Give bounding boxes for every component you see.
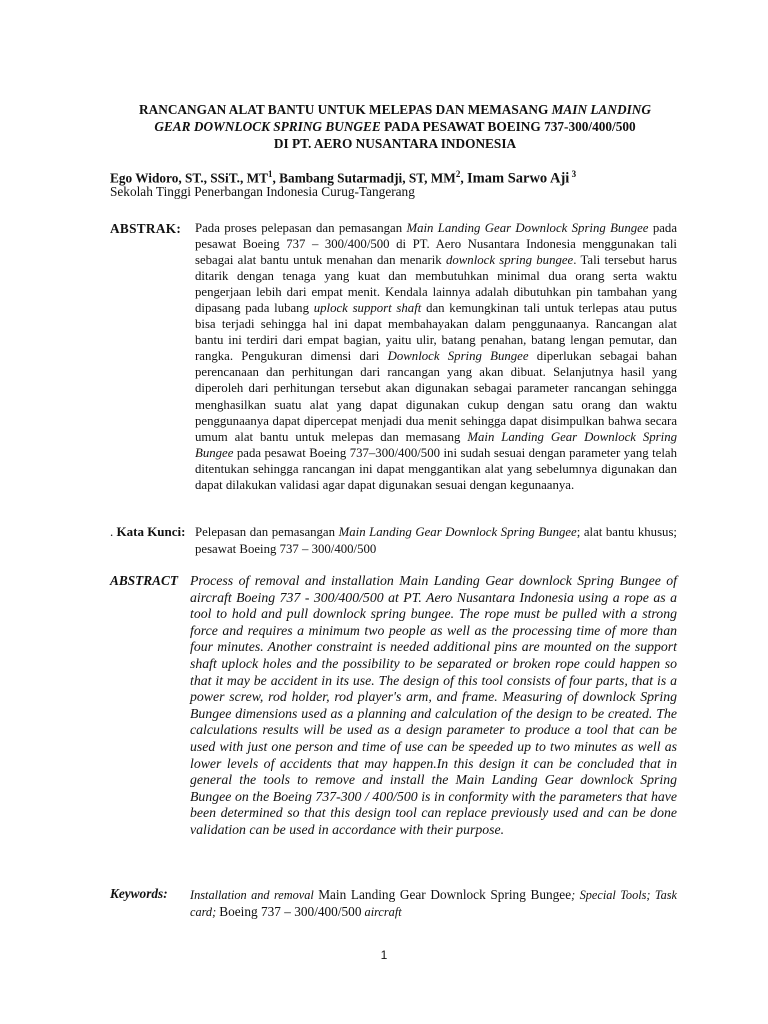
author-1-sup: 1 (268, 169, 273, 179)
title-line1-b: MAIN LANDING (551, 102, 651, 117)
keywords-label: Keywords: (110, 886, 168, 901)
author-sep-2: , (460, 170, 468, 186)
title-line2-a: GEAR DOWNLOCK SPRING BUNGEE (154, 119, 381, 134)
abstrak-text: diperlukan sebagai bahan perencanaan dan perhitungan dari rancangan yang akan dibuat. Selanjutnya hasil yang diperoleh dari perhitungan tersebut akan digunakan sebagai parameter rancangan sehingga menghasilkan suatu alat yang dapat digunakan cukup dengan satu orang dan waktu penggunaanya dapat dipercepat menjadi dua menit sehingga dapat disimpulkan bahwa secara umum alat bantu untuk melepas dan memasang (195, 349, 677, 444)
author-sep-1: , (272, 170, 280, 186)
keywords-upright: Boeing 737 – 300/400/500 (219, 903, 362, 919)
affiliation: Sekolah Tinggi Penerbangan Indonesia Curug-Tangerang (110, 184, 415, 199)
author-3: Imam Sarwo Aji (467, 170, 570, 187)
abstrak-italic: downlock spring bungee (445, 253, 574, 268)
kata-kunci-text: ; alat bantu khusus; pesawat Boeing 737 – 300/400/500 (195, 525, 677, 556)
abstrak-text: . Tali tersebut harus ditarik dengan tenaga yang kuat dan membutuhkan minimal dua orang serta waktu pengerjaan lebih dari empat menit. Kendala lainnya adalah dibutuhkan pin tambahan yang dipasang pada lubang (195, 253, 677, 316)
abstrak-italic: Downlock Spring Bungee (387, 349, 529, 364)
abstrak-italic: Main Landing Gear Downlock Spring Bungee (406, 221, 649, 235)
kata-kunci-text: Pelepasan dan pemasangan (195, 525, 339, 539)
paper-title (110, 101, 680, 152)
keywords-italic: aircraft (361, 904, 402, 919)
kata-kunci-label (110, 524, 185, 540)
author-2-sup: 2 (455, 169, 461, 179)
abstrak-text: dan kemungkinan tali untuk terlepas atau putus bisa terjadi sehingga hal ini dapat membahayakan dalam penggunaanya. Rancangan alat bantu ini terdiri dari empat bagian, yaitu ulir, batang penahan, batang lengan pemutar, dan rangka. Pengukuran dimensi dari (195, 301, 678, 364)
keywords-body (190, 887, 677, 920)
abstrak-label: ABSTRAK: (110, 221, 182, 236)
kata-kunci-prefix: . (110, 524, 117, 539)
abstrak-text: pada pesawat Boeing 737–300/400/500 ini sudah sesuai dengan parameter yang telah ditentukan sehingga rancangan ini dapat menggantikan alat yang sebelumnya digunakan dan dapat dilakukan validasi agar dapat digunakan sesuai dengan kegunaanya. (195, 445, 677, 492)
keywords-upright: Main Landing Gear Downlock Spring Bungee (318, 887, 572, 902)
page-number: 1 (380, 948, 388, 962)
abstract-body: Process of removal and installation Main Landing Gear downlock Spring Bungee of aircraft Boeing 737 - 300/400/500 at PT. Aero Nusantara Indonesia using a rope as a tool to hold and pull downlock spring bungee. The rope must be pulled with a strong force and requires a minimum two people as well as the processing time of more than four minutes. Another constraint is needed additional pins are mounted on the support shaft uplock holes and the possibility to be separated or broken rope could happen so that it may be accident in its use. The design of this tool consists of four parts, that is a power screw, rod holder, rod player's arm, and frame. Measuring of downlock Spring Bungee dimensions used as a planning and calculation of the design to be created. The calculations results will be used as a design parameter to produce a tool that can be used with just one person and time of use can be speeded up to two minutes as well as lower levels of accidents that may happen.In this design it can be concluded that in general the tools to remove and install the Main Landing Gear downlock Spring Bungee on the Boeing 737-300 / 400/500 is in conformity with the parameters that have been determined so that this design tool can replace previously used and can be done validation can be used in accordance with their purpose. (190, 573, 677, 837)
kata-kunci-body (195, 524, 677, 557)
abstrak-text: Pada proses pelepasan dan pemasangan (195, 221, 407, 235)
author-2: Bambang Sutarmadji, ST, MM (279, 170, 456, 186)
title-line3: DI PT. AERO NUSANTARA INDONESIA (273, 136, 517, 151)
title-line1-a: RANCANGAN ALAT BANTU UNTUK MELEPAS DAN MEMASANG (139, 102, 552, 117)
kata-kunci-title: Kata Kunci: (116, 524, 186, 539)
abstract-label: ABSTRACT (110, 573, 178, 588)
keywords-italic: ; Special Tools; Task card; (190, 888, 678, 919)
keywords-italic: Installation and removal (190, 888, 319, 902)
abstrak-text: pada pesawat Boeing 737 – 300/400/500 di PT. Aero Nusantara Indonesia menggunakan tali sebagai alat bantu untuk menahan dan menarik (195, 221, 677, 268)
author-3-sup: 3 (569, 169, 577, 179)
kata-kunci-italic: Main Landing Gear Downlock Spring Bungee (338, 525, 577, 539)
title-line2-b: PADA PESAWAT BOEING 737-300/400/500 (380, 119, 636, 134)
abstrak-italic: Main Landing Gear Downlock Spring Bungee (195, 429, 677, 460)
author-1: Ego Widoro, ST., SSiT., MT (110, 170, 269, 186)
abstrak-body (195, 220, 677, 493)
abstrak-italic: uplock support shaft (313, 301, 422, 316)
